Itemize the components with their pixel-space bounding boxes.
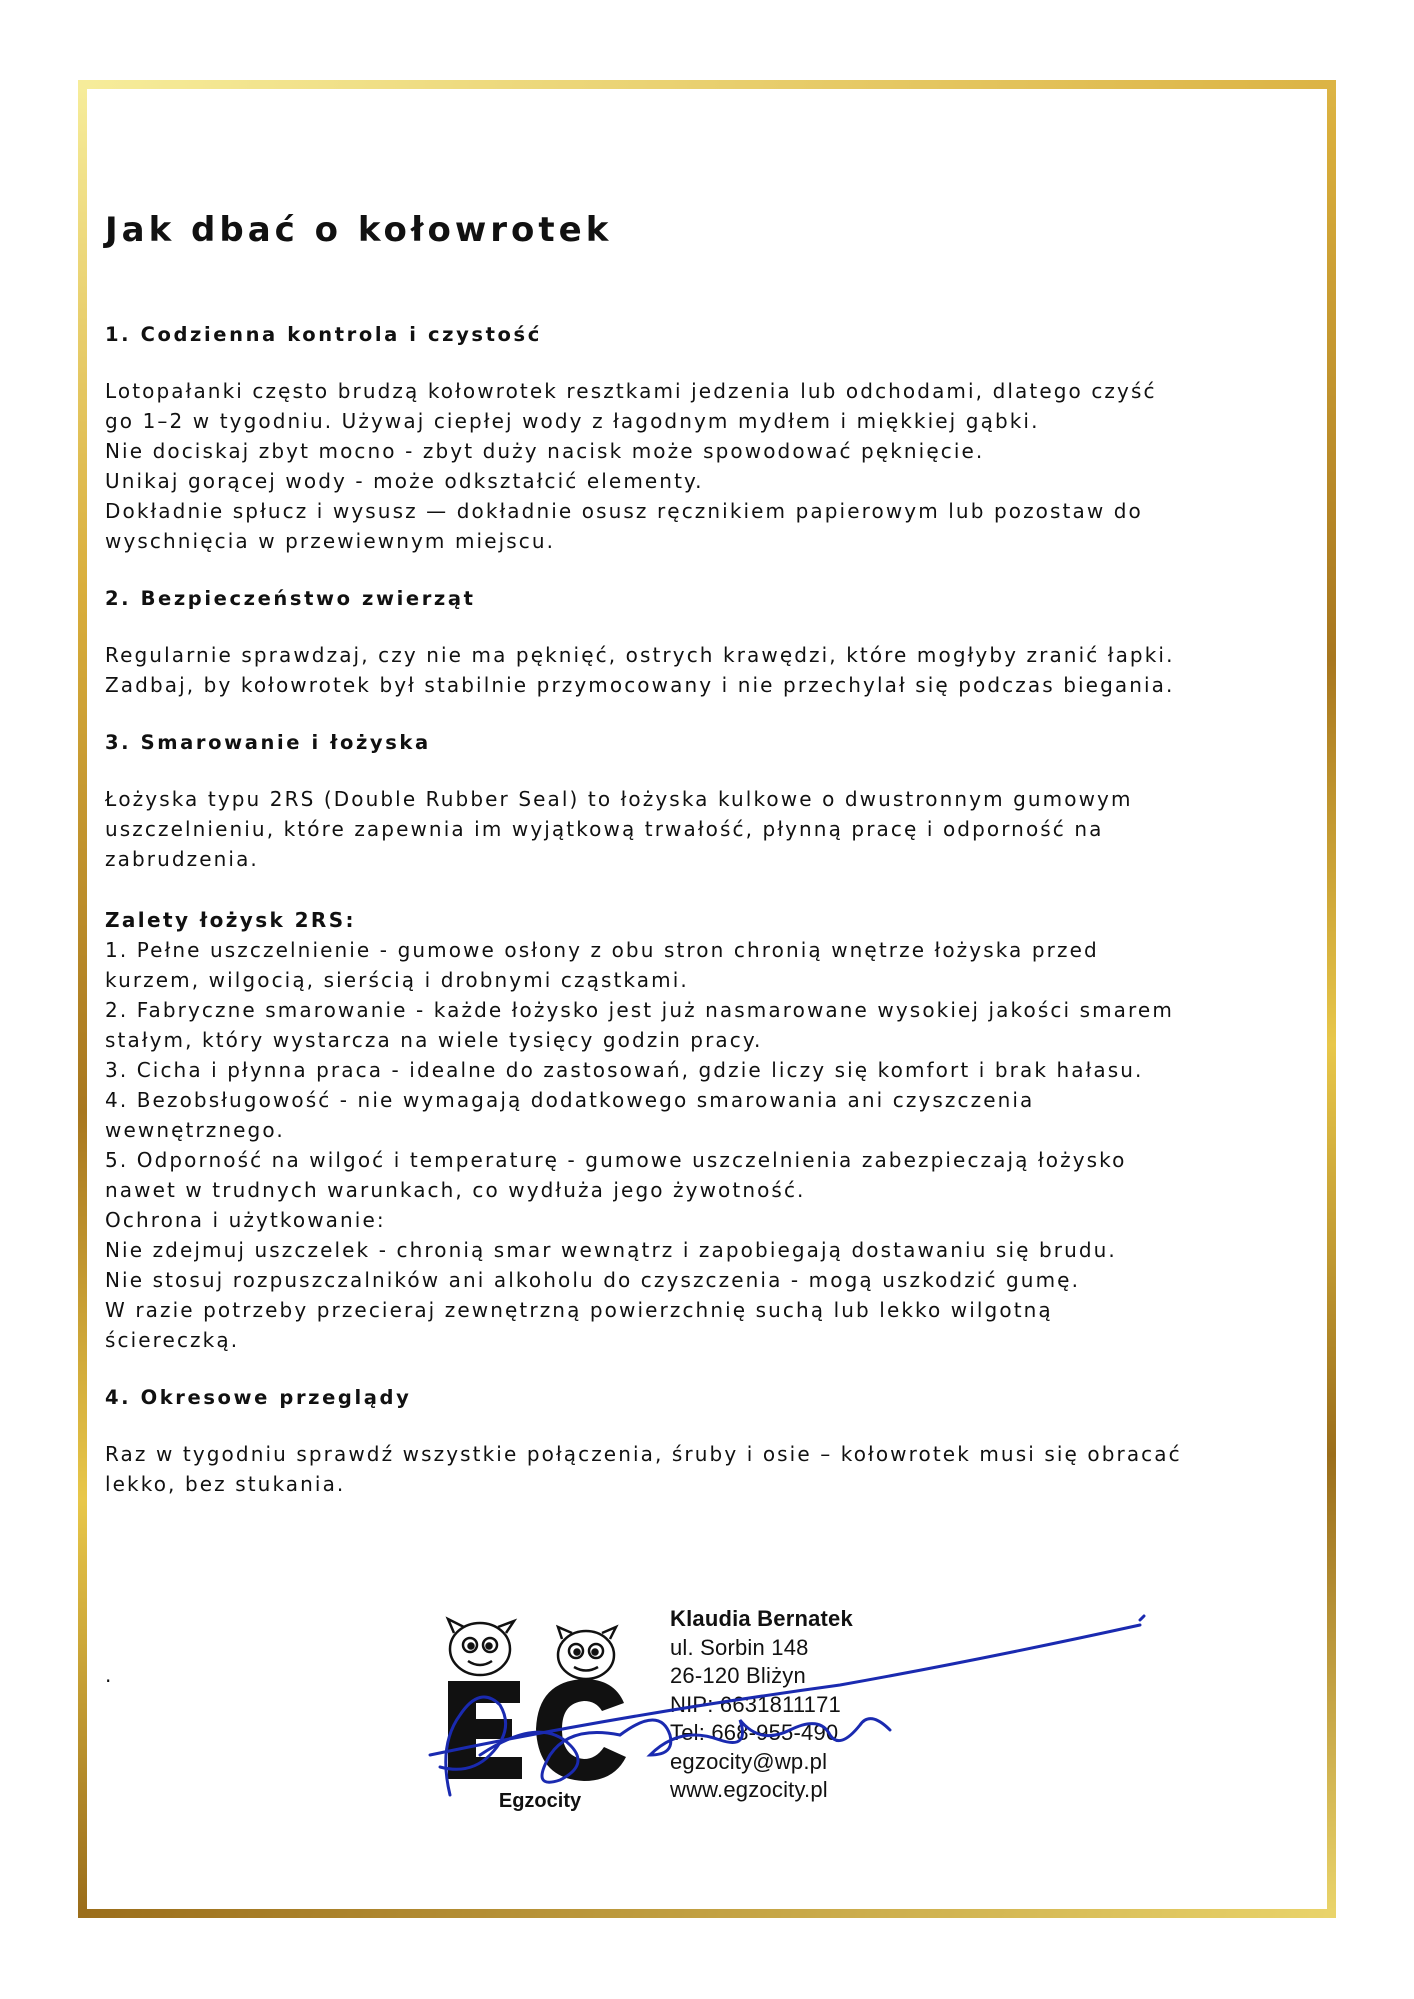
section-title: 3. Smarowanie i łożyska [105,731,431,754]
stray-dot: . [105,1663,112,1687]
list-line: stałym, który wystarcza na wiele tysięcy godzin pracy. [105,1028,763,1052]
contact-name: Klaudia Bernatek [670,1606,853,1631]
list-line: Ochrona i użytkowanie: [105,1208,386,1232]
text-line: Zadbaj, by kołowrotek był stabilnie przymocowany i nie przechylał się podczas biegania. [105,673,1175,697]
section-3 [105,731,1315,1355]
logo-brand-text: Egzocity [498,1790,582,1811]
list-line: Nie zdejmuj uszczelek - chronią smar wewnątrz i zapobiegają dostawaniu się brudu. [105,1238,1117,1262]
text-line: Lotopałanki często brudzą kołowrotek resztkami jedzenia lub odchodami, dlatego czyść [105,379,1157,403]
contact-nip: NIP: 6631811171 [670,1691,841,1717]
text-line: go 1–2 w tygodniu. Używaj ciepłej wody z łagodnym mydłem i miękkiej gąbki. [105,409,1040,433]
company-stamp [420,1605,1160,1820]
text-line: uszczelnieniu, które zapewnia im wyjątkową trwałość, płynną pracę i odporność na [105,817,1104,841]
list-line: 1. Pełne uszczelnienie - gumowe osłony z obu stron chronią wnętrze łożyska przed [105,938,1099,962]
list-line: 4. Bezobsługowość - nie wymagają dodatkowego smarowania ani czyszczenia [105,1088,1035,1112]
list-line: nawet w trudnych warunkach, co wydłuża jego żywotność. [105,1178,806,1202]
list-line: W razie potrzeby przecieraj zewnętrzną powierzchnię suchą lub lekko wilgotną [105,1298,1053,1322]
section-2 [105,587,1315,700]
list-line: ściereczką. [105,1328,240,1352]
section-1 [105,323,1315,556]
list-line: 2. Fabryczne smarowanie - każde łożysko jest już nasmarowane wysokiej jakości smarem [105,998,1174,1022]
text-line: Regularnie sprawdzaj, czy nie ma pęknięć, ostrych krawędzi, które mogłyby zranić łapki. [105,643,1175,667]
list-line: kurzem, wilgocią, sierścią i drobnymi cząstkami. [105,968,689,992]
contact-street: ul. Sorbin 148 [670,1634,809,1660]
text-line: zabrudzenia. [105,847,259,871]
document-body [105,210,1315,1499]
text-line: Unikaj gorącej wody - może odkształcić elementy. [105,469,704,493]
contact-city: 26-120 Bliżyn [670,1663,806,1688]
text-line: Łożyska typu 2RS (Double Rubber Seal) to łożyska kulkowe o dwustronnym gumowym [105,787,1133,811]
text-line: Raz w tygodniu sprawdź wszystkie połączenia, śruby i osie – kołowrotek musi się obracać [105,1442,1182,1466]
subsection-title: Zalety łożysk 2RS: [105,908,356,932]
section-title: 1. Codzienna kontrola i czystość [105,323,542,346]
contact-phone: Tel: 668-955-490 [670,1720,839,1745]
text-line: Nie dociskaj zbyt mocno - zbyt duży nacisk może spowodować pęknięcie. [105,439,985,463]
contact-email: egzocity@wp.pl [670,1748,828,1774]
text-line: Dokładnie spłucz i wysusz — dokładnie osusz ręcznikiem papierowym lub pozostaw do [105,499,1143,523]
list-line: 5. Odporność na wilgoć i temperaturę - gumowe uszczelnienia zabezpieczają łożysko [105,1148,1127,1172]
section-4 [105,1386,1315,1499]
text-line: lekko, bez stukania. [105,1472,346,1496]
contact-block [670,1605,853,1805]
page-title: Jak dbać o kołowrotek [105,210,613,250]
contact-website: www.egzocity.pl [670,1777,828,1802]
section-title: 4. Okresowe przeglądy [105,1386,412,1409]
text-line: wyschnięcia w przewiewnym miejscu. [105,529,556,553]
list-line: 3. Cicha i płynna praca - idealne do zastosowań, gdzie liczy się komfort i brak hałasu. [105,1058,1144,1082]
list-line: Nie stosuj rozpuszczalników ani alkoholu do czyszczenia - mogą uszkodzić gumę. [105,1268,1081,1292]
section-title: 2. Bezpieczeństwo zwierząt [105,587,476,610]
egzocity-logo-icon [428,1611,638,1811]
list-line: wewnętrznego. [105,1118,285,1142]
